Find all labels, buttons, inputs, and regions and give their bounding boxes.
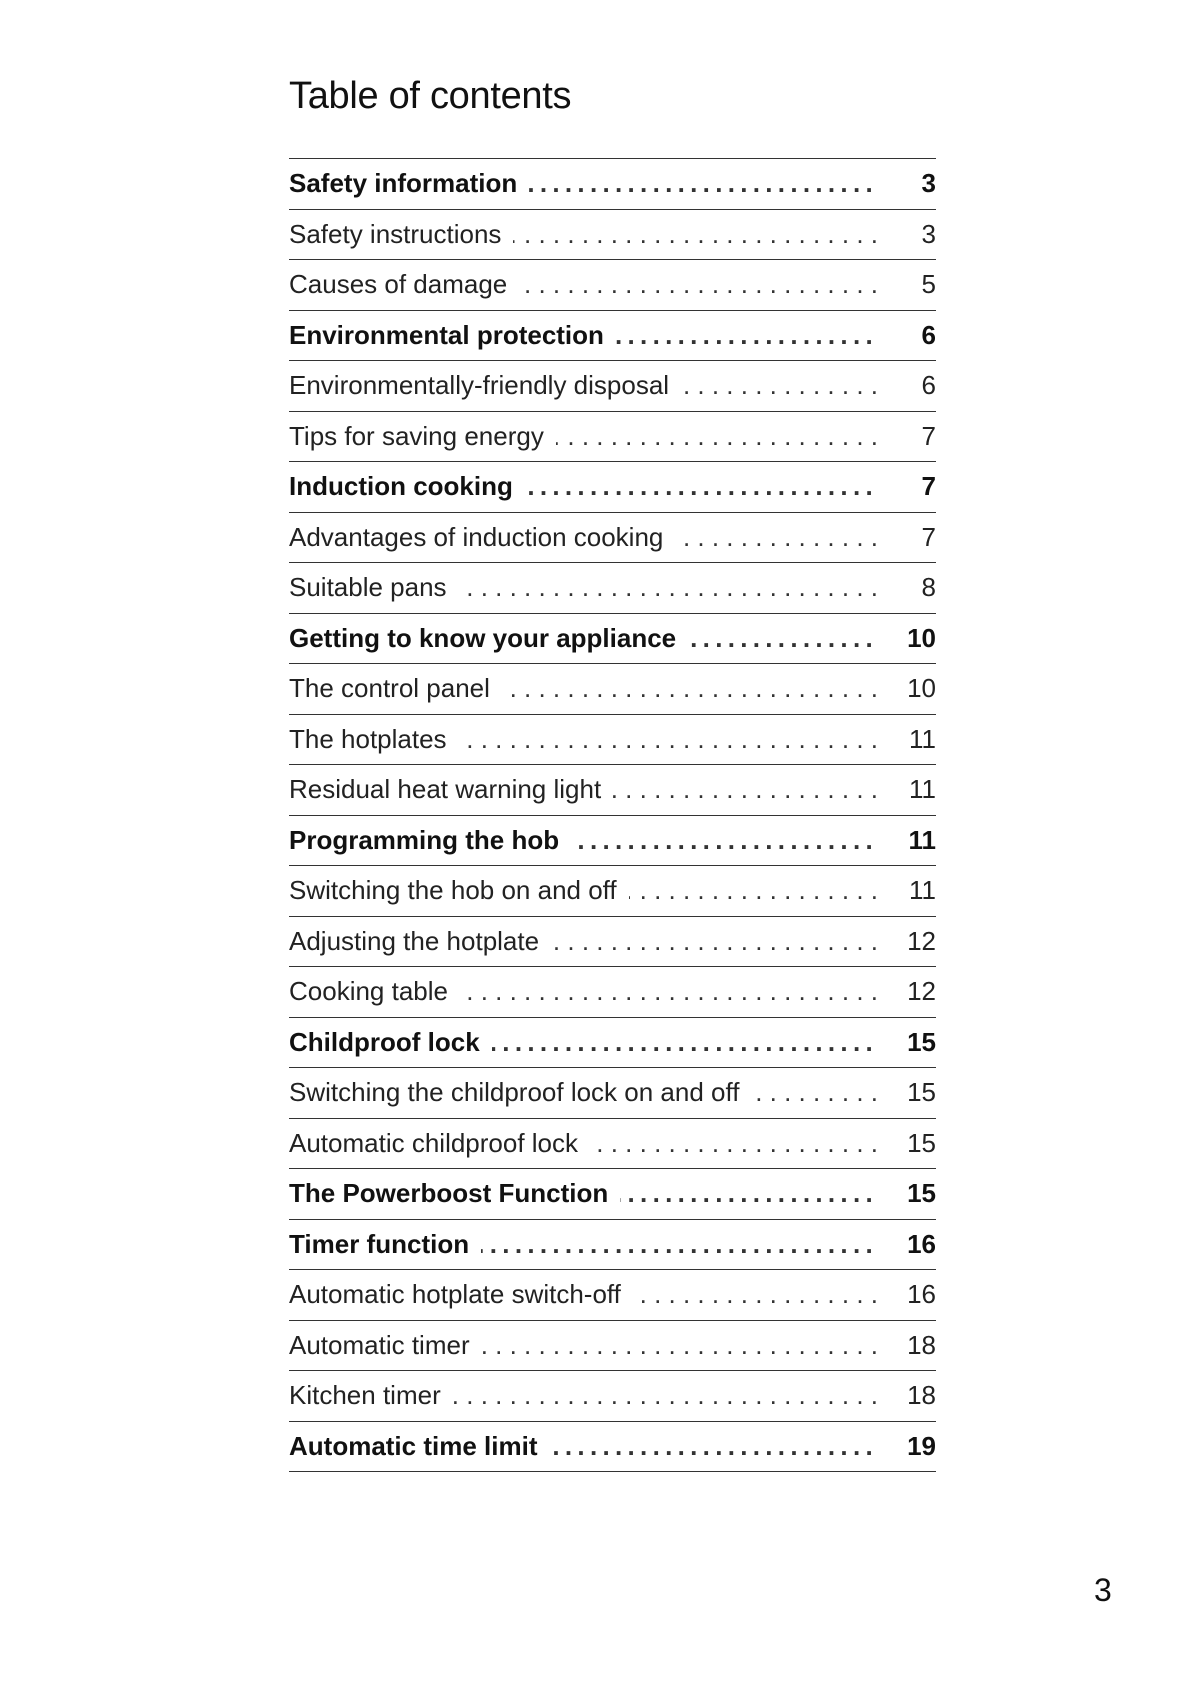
toc-entry-label: Automatic timer — [289, 1330, 482, 1361]
dot-leader — [481, 1229, 878, 1260]
toc-entry-page: 5 — [921, 269, 936, 300]
toc-entry-label: Environmentally-friendly disposal — [289, 370, 681, 401]
dot-leader — [688, 623, 878, 654]
toc-subsection-entry[interactable] — [289, 1321, 936, 1372]
toc-subsection-entry[interactable] — [289, 715, 936, 766]
toc-entry-page: 7 — [921, 471, 936, 502]
dot-leader — [525, 471, 878, 502]
toc-subsection-entry[interactable] — [289, 412, 936, 463]
toc-entry-label: The hotplates — [289, 724, 459, 755]
dot-leader — [590, 1128, 878, 1159]
toc-entry-label: Childproof lock — [289, 1027, 492, 1058]
toc-entry-label: Safety information — [289, 168, 529, 199]
toc-entry-page: 11 — [909, 774, 936, 805]
page-title: Table of contents — [289, 75, 572, 117]
toc-entry-page: 12 — [907, 976, 936, 1007]
toc-entry-page: 19 — [907, 1430, 936, 1461]
toc-section-entry[interactable] — [289, 1220, 936, 1271]
toc-entry-label: Adjusting the hotplate — [289, 926, 551, 957]
toc-entry-page: 15 — [907, 1178, 936, 1209]
toc-entry-label: Programming the hob — [289, 825, 571, 856]
toc-section-entry[interactable] — [289, 159, 936, 210]
page-number: 3 — [1094, 1572, 1112, 1608]
toc-subsection-entry[interactable] — [289, 1371, 936, 1422]
toc-entry-label: Kitchen timer — [289, 1380, 453, 1411]
dot-leader — [675, 522, 878, 553]
toc-list — [289, 158, 936, 1472]
toc-entry-page: 3 — [921, 218, 936, 249]
toc-entry-label: Suitable pans — [289, 572, 459, 603]
toc-subsection-entry[interactable] — [289, 967, 936, 1018]
toc-entry-page: 12 — [907, 925, 936, 956]
toc-subsection-entry[interactable] — [289, 866, 936, 917]
toc-entry-label: Automatic time limit — [289, 1431, 549, 1462]
dot-leader — [571, 825, 878, 856]
toc-entry-label: Environmental protection — [289, 320, 616, 351]
toc-section-entry[interactable] — [289, 462, 936, 513]
toc-entry-label: Advantages of induction cooking — [289, 522, 675, 553]
toc-entry-page: 11 — [908, 824, 936, 855]
dot-leader — [629, 875, 878, 906]
toc-section-entry[interactable] — [289, 614, 936, 665]
dot-leader — [549, 1431, 878, 1462]
toc-subsection-entry[interactable] — [289, 917, 936, 968]
toc-entry-page: 6 — [921, 319, 936, 350]
toc-subsection-entry[interactable] — [289, 513, 936, 564]
toc-entry-page: 16 — [907, 1279, 936, 1310]
toc-entry-page: 7 — [921, 521, 936, 552]
dot-leader — [613, 774, 878, 805]
toc-subsection-entry[interactable] — [289, 563, 936, 614]
toc-section-entry[interactable] — [289, 816, 936, 867]
toc-subsection-entry[interactable] — [289, 765, 936, 816]
toc-entry-page: 10 — [907, 673, 936, 704]
dot-leader — [459, 724, 878, 755]
dot-leader — [529, 168, 878, 199]
toc-entry-label: Tips for saving energy — [289, 421, 556, 452]
toc-entry-page: 10 — [907, 622, 936, 653]
toc-entry-page: 3 — [921, 168, 936, 199]
dot-leader — [751, 1077, 878, 1108]
toc-entry-label: Residual heat warning light — [289, 774, 613, 805]
toc-entry-label: Automatic hotplate switch-off — [289, 1279, 633, 1310]
toc-subsection-entry[interactable] — [289, 361, 936, 412]
toc-entry-label: Automatic childproof lock — [289, 1128, 590, 1159]
toc-subsection-entry[interactable] — [289, 664, 936, 715]
dot-leader — [616, 320, 878, 351]
toc-entry-label: Switching the childproof lock on and off — [289, 1077, 751, 1108]
toc-entry-page: 18 — [907, 1329, 936, 1360]
toc-section-entry[interactable] — [289, 1018, 936, 1069]
toc-subsection-entry[interactable] — [289, 210, 936, 261]
toc-entry-label: The control panel — [289, 673, 502, 704]
toc-section-entry[interactable] — [289, 1169, 936, 1220]
toc-section-entry[interactable] — [289, 1422, 936, 1473]
toc-entry-label: Switching the hob on and off — [289, 875, 629, 906]
toc-entry-label: Causes of damage — [289, 269, 519, 300]
dot-leader — [502, 673, 878, 704]
toc-entry-label: Safety instructions — [289, 219, 513, 250]
toc-entry-label: Timer function — [289, 1229, 481, 1260]
dot-leader — [620, 1178, 878, 1209]
dot-leader — [519, 269, 878, 300]
toc-entry-label: Getting to know your appliance — [289, 623, 688, 654]
dot-leader — [453, 1380, 878, 1411]
toc-entry-label: Induction cooking — [289, 471, 525, 502]
dot-leader — [482, 1330, 878, 1361]
toc-section-entry[interactable] — [289, 311, 936, 362]
toc-subsection-entry[interactable] — [289, 1068, 936, 1119]
dot-leader — [551, 926, 878, 957]
dot-leader — [681, 370, 878, 401]
toc-entry-page: 11 — [909, 723, 936, 754]
toc-entry-page: 15 — [907, 1077, 936, 1108]
toc-entry-page: 6 — [921, 370, 936, 401]
toc-entry-label: Cooking table — [289, 976, 460, 1007]
toc-entry-page: 7 — [921, 420, 936, 451]
dot-leader — [633, 1279, 878, 1310]
toc-entry-page: 15 — [907, 1127, 936, 1158]
toc-subsection-entry[interactable] — [289, 1119, 936, 1170]
dot-leader — [556, 421, 878, 452]
toc-entry-page: 15 — [907, 1026, 936, 1057]
dot-leader — [492, 1027, 878, 1058]
toc-entry-label: The Powerboost Function — [289, 1178, 620, 1209]
dot-leader — [459, 572, 878, 603]
toc-entry-page: 8 — [921, 572, 936, 603]
dot-leader — [513, 219, 878, 250]
toc-entry-page: 11 — [909, 875, 936, 906]
toc-entry-page: 16 — [907, 1228, 936, 1259]
toc-subsection-entry[interactable] — [289, 260, 936, 311]
toc-subsection-entry[interactable] — [289, 1270, 936, 1321]
dot-leader — [460, 976, 878, 1007]
toc-entry-page: 18 — [907, 1380, 936, 1411]
